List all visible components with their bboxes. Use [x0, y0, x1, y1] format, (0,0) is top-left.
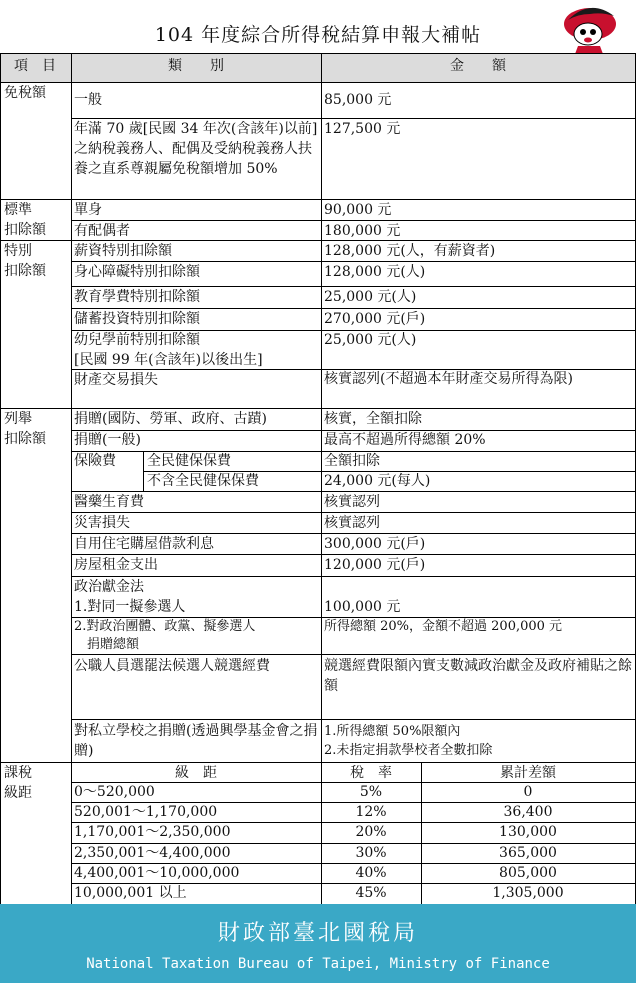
table-row-amount: 85,000 元 [324, 92, 392, 108]
bracket-rate: 5% [359, 784, 383, 800]
table-row-amount: 25,000 元(人) [324, 289, 417, 305]
table-row-category: 不含全民健保保費 [147, 473, 259, 489]
footer-agency-name: 財政部臺北國稅局 [217, 921, 418, 946]
bracket-header-rate: 稅 率 [350, 765, 392, 781]
table-row-category: 2.對政治團體、政黨、擬參選人 捐贈總額 [74, 619, 256, 652]
bracket-rate: 20% [355, 824, 387, 840]
header-item: 項 目 [14, 58, 56, 74]
table-row-category: 捐贈(國防、勞軍、政府、古蹟) [74, 411, 267, 427]
table-row-amount: 核實認列 [324, 494, 380, 510]
table-row-category: 教育學費特別扣除額 [74, 289, 200, 305]
bracket-rate: 45% [355, 885, 387, 901]
bracket-diff: 805,000 [499, 865, 557, 881]
section-label-brackets: 課稅 級距 [4, 765, 32, 801]
bracket-diff: 1,305,000 [492, 885, 564, 901]
section-label-itemized: 列舉 扣除額 [4, 411, 46, 447]
table-row-category: 政治獻金法 1.對同一擬參選人 [74, 579, 186, 615]
table-row-category: 醫藥生育費 [74, 494, 144, 510]
bracket-range: 0～520,000 [74, 784, 155, 800]
bracket-diff: 130,000 [499, 824, 557, 840]
bracket-range: 520,001～1,170,000 [74, 804, 218, 820]
table-row-category: 一般 [74, 92, 102, 108]
table-row-category: 薪資特別扣除額 [74, 243, 172, 259]
table-row-category: 有配偶者 [74, 223, 130, 239]
bracket-header-diff: 累計差額 [500, 765, 556, 781]
table-row-amount: 1.所得總額 50%限額內 2.未指定捐款學校者全數扣除 [324, 724, 493, 758]
table-row-amount: 300,000 元(戶) [324, 536, 426, 552]
table-row-amount: 所得總額 20%，金額不超過 200,000 元 [324, 619, 563, 634]
table-row-amount: 128,000 元(人，有薪資者) [324, 243, 496, 259]
table-row-amount: 核實，全額扣除 [324, 411, 422, 427]
bracket-range: 10,000,001 以上 [74, 885, 187, 901]
table-row-amount: 128,000 元(人) [324, 264, 426, 280]
footer-banner [0, 904, 636, 983]
table-row-amount: 24,000 元(每人) [324, 473, 431, 489]
header-amount: 金 額 [450, 58, 506, 74]
table-row-amount: 120,000 元(戶) [324, 557, 426, 573]
bracket-range: 2,350,001～4,400,000 [74, 845, 231, 861]
table-row-category: 財產交易損失 [74, 372, 158, 388]
table-row-amount: 90,000 元 [324, 202, 392, 218]
table-row-amount: 核實認列(不超過本年財產交易所得為限) [324, 371, 573, 387]
table-row-amount: 25,000 元(人) [324, 332, 417, 348]
table-row-amount: 核實認列 [324, 515, 380, 531]
table-row-category: 身心障礙特別扣除額 [74, 264, 200, 280]
table-row-category: 災害損失 [74, 515, 130, 531]
bracket-diff: 36,400 [503, 804, 553, 820]
table-row-amount: 全額扣除 [324, 453, 380, 469]
table-row-category: 捐贈(一般) [74, 432, 141, 448]
bracket-rate: 40% [355, 865, 387, 881]
bracket-diff: 0 [523, 784, 533, 800]
bracket-diff: 365,000 [499, 845, 557, 861]
table-row-category: 公職人員選罷法候選人競選經費 [74, 658, 270, 674]
footer-agency-name-en: National Taxation Bureau of Taipei, Ministry of Finance [86, 956, 550, 972]
section-label-exemption: 免稅額 [4, 85, 46, 101]
table-row-category: 對私立學校之捐贈(透過興學基金會之捐贈) [74, 723, 318, 759]
section-label-special: 特別 扣除額 [4, 243, 46, 279]
table-row-amount: 127,500 元 [324, 121, 401, 137]
table-row-category: 自用住宅購屋借款利息 [74, 536, 214, 552]
table-row-amount: 最高不超過所得總額 20% [324, 432, 486, 448]
table-row-amount: 180,000 元 [324, 223, 401, 239]
table-row-category: 年滿 70 歲[民國 34 年次(含該年)以前]之納稅義務人、配偶及受納稅義務人扶養之直系尊親屬免稅額增加 50% [74, 121, 318, 177]
bracket-header-range: 級 距 [175, 765, 217, 781]
header-category: 類 別 [168, 58, 224, 74]
page-title: 104 年度綜合所得稅結算申報大補帖 [154, 24, 482, 46]
section-label-standard: 標準 扣除額 [4, 202, 46, 238]
bracket-rate: 30% [355, 845, 387, 861]
bracket-rate: 12% [355, 804, 387, 820]
table-row-category: 房屋租金支出 [74, 557, 158, 573]
insurance-group-label: 保險費 [74, 453, 116, 469]
table-row-category: 儲蓄投資特別扣除額 [74, 311, 200, 327]
bracket-range: 1,170,001～2,350,000 [74, 824, 231, 840]
table-row-category: 全民健保保費 [147, 453, 231, 469]
bracket-range: 4,400,001～10,000,000 [74, 865, 240, 881]
table-row-amount: 競選經費限額內實支數減政治獻金及政府補貼之餘額 [324, 658, 632, 694]
table-row-amount: 270,000 元(戶) [324, 311, 426, 327]
table-row-category: 幼兒學前特別扣除額 [民國 99 年(含該年)以後出生] [74, 332, 263, 368]
table-row-amount: 100,000 元 [324, 599, 401, 615]
table-row-category: 單身 [74, 202, 102, 218]
